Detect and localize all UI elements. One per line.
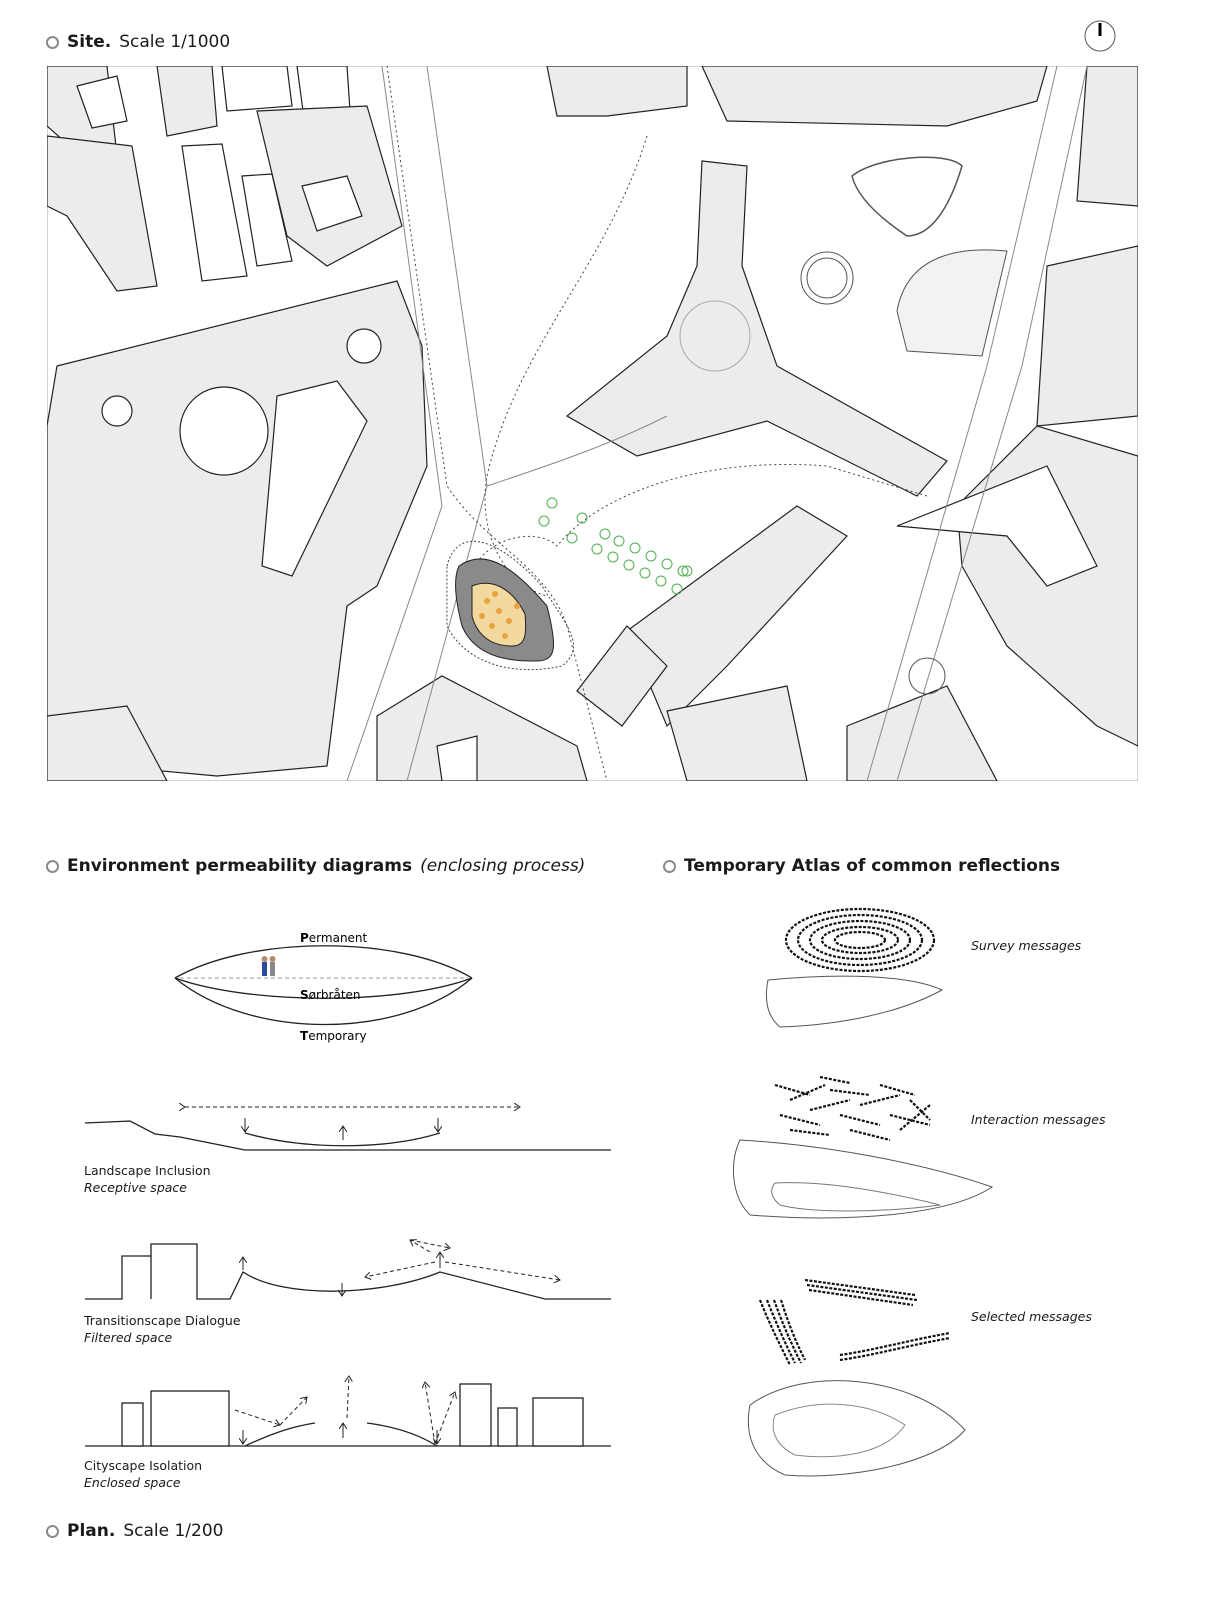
section-caption [84, 1457, 202, 1491]
building [547, 66, 687, 116]
section-title: Landscape Inclusion [84, 1163, 211, 1178]
bullet-icon [46, 1525, 59, 1538]
building [1037, 246, 1138, 426]
site-map [47, 66, 1138, 781]
atlas-label: Selected messages [971, 1309, 1092, 1324]
plan-title-bold: Plan. [67, 1521, 116, 1541]
north-arrow-icon [1082, 18, 1118, 54]
bullet-icon [663, 860, 676, 873]
building [157, 66, 217, 136]
section-subtitle: Filtered space [84, 1330, 173, 1345]
site-scale: Scale 1/1000 [119, 32, 231, 52]
atlas-title: Temporary Atlas of common reflections [684, 856, 1061, 876]
site-title-bold: Site. [67, 32, 112, 52]
permeability-title: Environment permeability diagrams [67, 856, 413, 876]
atlas-label: Survey messages [971, 938, 1082, 953]
section-subtitle: Receptive space [84, 1180, 187, 1195]
atlas-heading [663, 856, 1060, 876]
section-caption [84, 1162, 211, 1196]
cityscape-section [85, 1370, 615, 1455]
bullet-icon [46, 36, 59, 49]
lens-permanent-label: Permanent [300, 931, 368, 945]
selected-messages-diagram [745, 1265, 975, 1495]
people-icon [262, 956, 276, 976]
section-title: Transitionscape Dialogue [84, 1313, 241, 1328]
section-subtitle: Enclosed space [84, 1475, 181, 1490]
building [222, 66, 292, 111]
permeability-subtitle: (enclosing process) [420, 856, 586, 876]
building [1077, 66, 1138, 206]
building [102, 396, 132, 426]
survey-messages-diagram [760, 895, 960, 1040]
atlas-label: Interaction messages [971, 1112, 1106, 1127]
lens-temporary-label: Temporary [300, 1029, 367, 1043]
lens-diagram [160, 920, 490, 1060]
plan-heading [46, 1521, 223, 1541]
landscape-inclusion-section [85, 1090, 615, 1160]
building [347, 329, 381, 363]
plan-scale: Scale 1/200 [123, 1521, 224, 1541]
transitionscape-section [85, 1230, 615, 1310]
site-heading [46, 32, 230, 52]
section-caption [84, 1312, 241, 1346]
rotunda [180, 387, 268, 475]
section-title: Cityscape Isolation [84, 1458, 203, 1473]
lens-sorbraten-label: Sørbråten [300, 988, 361, 1002]
permeability-heading [46, 856, 585, 876]
bullet-icon [46, 860, 59, 873]
interaction-messages-diagram [730, 1065, 1000, 1230]
